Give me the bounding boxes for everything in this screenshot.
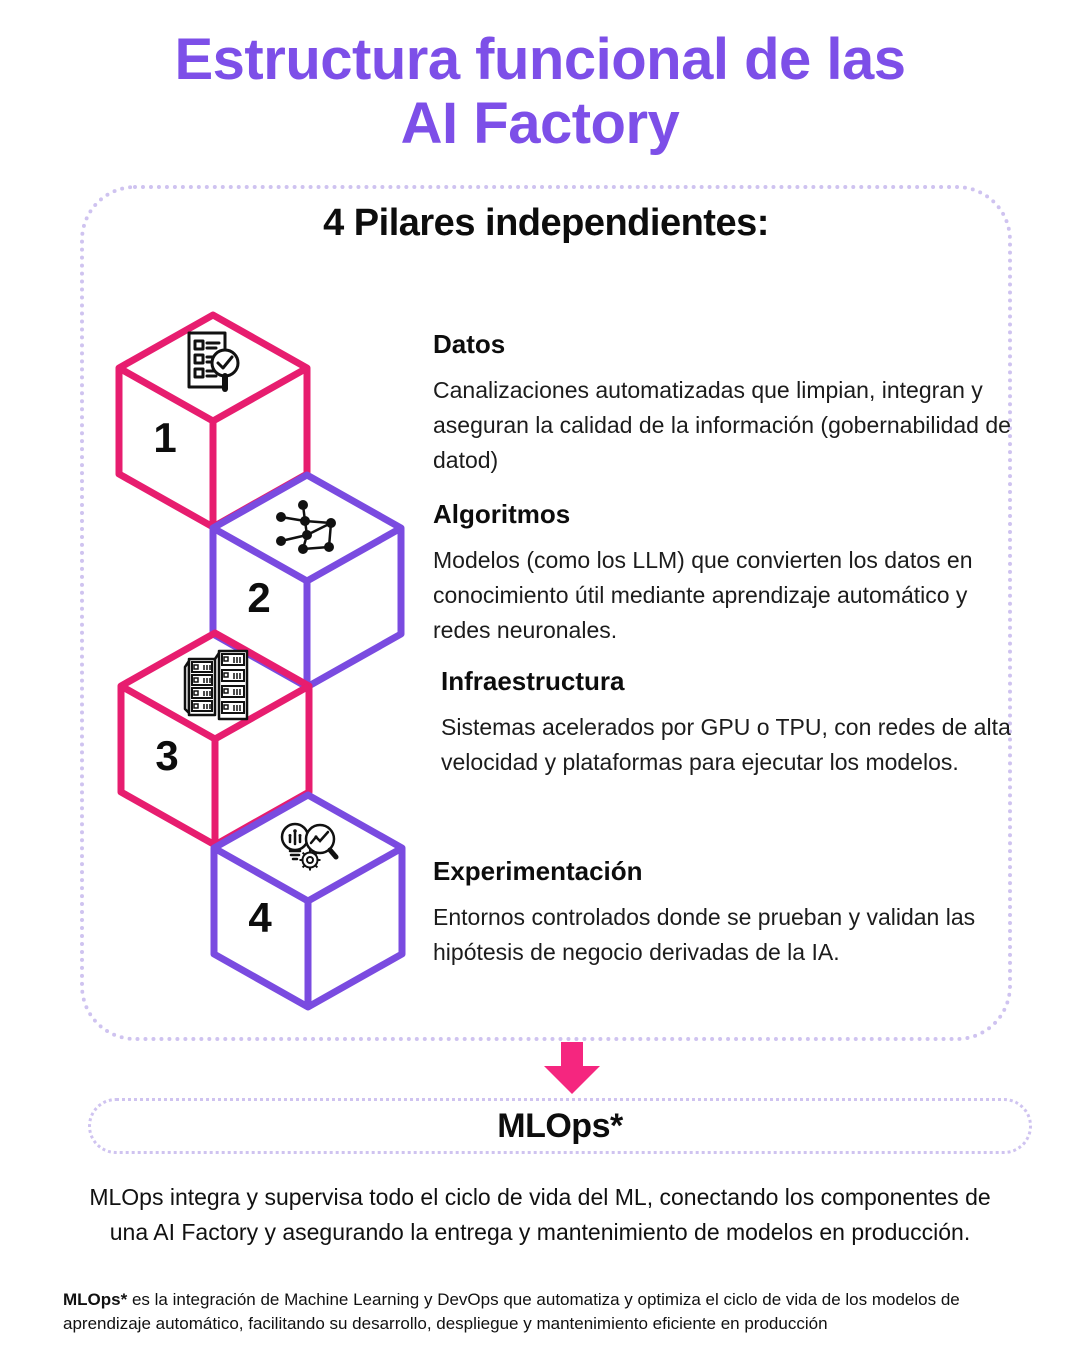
pillar-number-2: 2 xyxy=(247,574,271,621)
pillar-number-1: 1 xyxy=(153,414,177,461)
pillar-heading-experimentacion: Experimentación xyxy=(433,856,643,886)
footnote xyxy=(63,1288,1018,1335)
mlops-panel xyxy=(88,1098,1032,1154)
pillar-description-infraestructura: Sistemas acelerados por GPU o TPU, con redes de alta velocidad y plataformas para ejecutar los modelos. xyxy=(441,714,1011,775)
pillar-description-datos: Canalizaciones automatizadas que limpian, integran y aseguran la calidad de la información (gobernabilidad de datod) xyxy=(433,377,1011,473)
down-arrow-icon xyxy=(544,1042,600,1094)
pillar-heading-datos: Datos xyxy=(433,329,506,359)
pillar-heading-algoritmos: Algoritmos xyxy=(433,499,571,529)
page-title-line2: AI Factory xyxy=(400,91,680,156)
network-graph-icon xyxy=(271,497,343,561)
pillar-description-algoritmos: Modelos (como los LLM) que convierten los datos en conocimiento útil mediante aprendizaje automático y redes neuronales. xyxy=(433,547,973,643)
page-title-line1: Estructura funcional de las xyxy=(174,27,906,92)
pillar-section-infraestructura xyxy=(441,665,1026,780)
mlops-summary: MLOps integra y supervisa todo el ciclo de vida del ML, conectando los componentes de una AI Factory y asegurando la entrega y mantenimiento de modelos en producción. xyxy=(89,1184,991,1245)
pillars-panel-heading: 4 Pilares independientes: xyxy=(323,202,769,244)
checklist-magnifier-icon xyxy=(173,327,253,407)
down-arrow-shape xyxy=(544,1042,600,1094)
mlops-label: MLOps* xyxy=(497,1106,623,1145)
footnote-term: MLOps* xyxy=(63,1290,128,1309)
experiment-bulb-magnifier-icon xyxy=(270,813,346,881)
pillar-number-3: 3 xyxy=(155,732,179,779)
pillar-cube-4 xyxy=(210,791,406,1011)
pillar-section-algoritmos xyxy=(433,498,1018,648)
server-rack-icon xyxy=(179,645,251,725)
pillar-description-experimentacion: Entornos controlados donde se prueban y validan las hipótesis de negocio derivadas de la IA. xyxy=(433,904,976,965)
chart-point-dot xyxy=(314,835,317,838)
page-title xyxy=(0,28,1080,156)
pillar-section-datos xyxy=(433,328,1018,478)
footnote-text: es la integración de Machine Learning y DevOps que automatiza y optimiza el ciclo de vida de los modelos de aprendizaje automático, facilitando su desarrollo, despliegue y mantenimiento eficiente en producción xyxy=(63,1290,960,1333)
pillar-section-experimentacion xyxy=(433,855,1018,970)
pillar-number-4: 4 xyxy=(248,894,272,941)
pillar-heading-infraestructura: Infraestructura xyxy=(441,666,625,696)
